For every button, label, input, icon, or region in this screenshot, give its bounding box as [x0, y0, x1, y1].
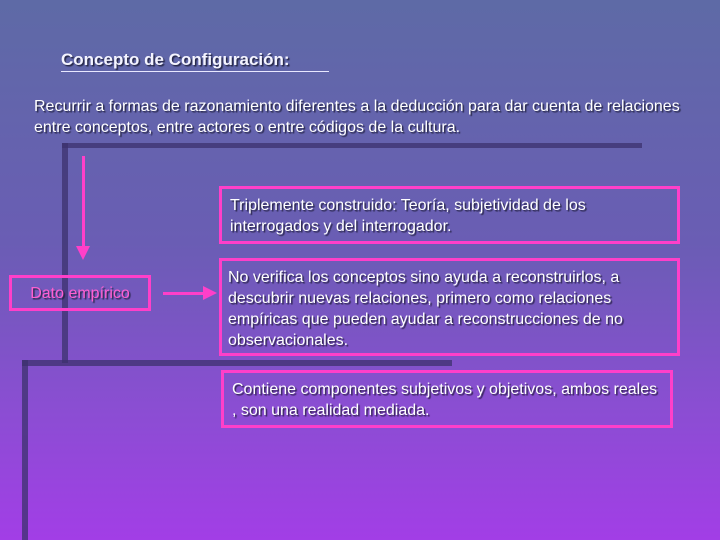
triple-construction-box: Triplemente construido: Teoría, subjetividad de los interrogados y del interrogador. — [219, 186, 680, 244]
decorative-bar-left — [62, 143, 68, 363]
decorative-bar-top — [62, 143, 642, 148]
down-arrow-icon — [76, 246, 90, 260]
slide-title: Concepto de Configuración: — [61, 50, 290, 69]
right-arrow-icon — [203, 286, 217, 300]
down-arrow-shaft — [82, 156, 85, 246]
dato-empirico-box — [9, 275, 151, 311]
verification-box: No verifica los conceptos sino ayuda a reconstruirlos, a descubrir nuevas relaciones, primero como relaciones empíricas que pueden ayudar a reconstrucciones de no observacionales. — [219, 258, 680, 356]
right-arrow-shaft — [163, 292, 203, 295]
decorative-bar-bottom — [22, 360, 452, 366]
title-underline — [61, 71, 329, 72]
intro-text: Recurrir a formas de razonamiento diferentes a la deducción para dar cuenta de relaciones entre conceptos, entre actores o entre códigos de la cultura. — [34, 98, 680, 136]
dato-empirico-label: Dato empírico — [30, 284, 130, 302]
decorative-bar-bottom-left — [22, 360, 28, 540]
components-box: Contiene componentes subjetivos y objetivos, ambos reales , son una realidad mediada. — [221, 370, 673, 428]
